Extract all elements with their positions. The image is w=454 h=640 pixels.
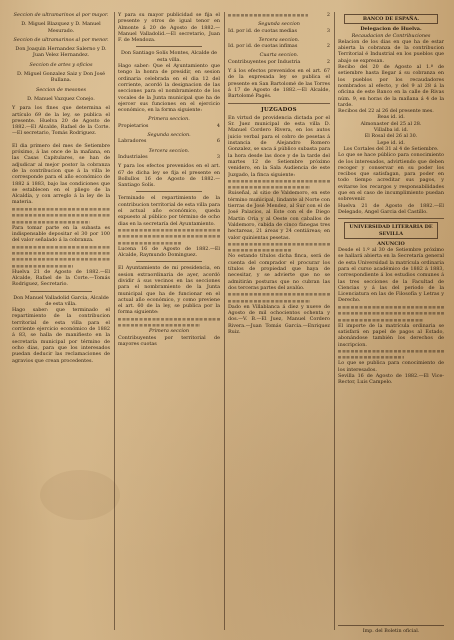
text-paragraph: Y á los efectos prevenidos en el art. 67 de la expresada ley se publica el presente en San Bartolomé de las Torres á 17 de Agosto de 1882.—El Alcalde, Bartolomé Pagés. [228,68,330,100]
row-value: 2 [326,12,330,18]
anuncio-heading: ANUNCIO [377,240,405,247]
delegacion-heading: Delegacion de Huelva. [360,26,422,33]
text-paragraph: Lo que se hace público para conocimiento de los interesados, advirtiendo que deben recoger y conservar en su poder los recibos que satisfagan, para poder en todo tiempo acreditar sus pagos, y evitarse los recargos y responsabilidades que en el caso de incumplimiento puedan sobrevenir. [338,152,444,203]
text-paragraph: Sevilla 16 de Agosto de 1882.—El Vice-Rector, Luis Campelo. [338,373,444,386]
section-heading: Seccion de ultramarinos al por mayor. [13,12,109,18]
text-paragraph: Don Santiago Solís Montes, Alcalde de esta villa. [120,50,218,63]
text-paragraph: Ruiseñal, al sitio de Valdemoro, en este término municipal, lindante al Norte con tierras de José Mendez, al Sur con el de José Palacios, al Este con el de Diego Martin Oria y al Oeste con caballos de Valdemoro, cabida de cinco fanegas tres hectareas, 21 áreas y 24 centiáreas; en valor quinientas pesetas. [228,190,330,241]
column-1 [12,12,110,632]
universidad-heading-box [344,222,438,239]
juzgados-heading: JUZGADOS [261,106,297,113]
text-paragraph: D. Miguel Gonzalez Saiz y Don José Bullana. [17,71,105,84]
text-paragraph: D. Miguel Blazquez y D. Manuel Mesurado. [21,21,101,34]
section-heading: Cuarta seccion. [259,52,299,59]
text-paragraph: Huelva 21 de Agosto de 1882.—El Delegado, Angel Garcia del Castillo. [338,202,444,215]
text-paragraph: El Ayuntamiento de mi presidencia, en sesion extraordinaria de ayer, acordó dividir á sus vecinos en las secciones para el nombramiento de la Junta municipal que ha de funcionar en el actual año económico, y como previene el art. 60 de la ley, se publica por la forma siguiente: [118,265,220,316]
list-item: Lepe id. id. [377,139,405,146]
text-paragraph: Desde el 1.º al 30 de Setiembre próximo se hallará abierta en la Secretaría general de esta Universidad la matrícula ordinaria para el curso académico de 1882 á 1883, correspondiente á los estudios comunes á las tres secciones de la Facultad de Ciencias y á las del periodo de la Licenciatura en las de Filosofía y Letras y Derecho. [338,247,444,304]
list-item: El Rosal del 26 al 30. [364,133,418,140]
section-heading: Tercera seccion. [258,36,300,43]
text-paragraph: Terminado el repartimiento de la contribucion territorial de esta villa para el actual año económico, queda expuesto al público por término de ocho dias en la secretaría del Ayuntamiento. [118,195,220,227]
section-heading: Seccion de artes y oficios [29,61,93,68]
text-paragraph: Recibo del 20 de Agosto al 1.º de setiembre hasta llegar á su cobranza en los pueblos por los recaudadores nombrados al efecto, y del 9 al 28 á la oficina de este Banco en la calle de Rivas núm. 9, en horas de la mañana á 4 de la tarde. [338,64,444,108]
section-heading: Seccion de mesones [35,86,87,93]
row-label: Labradores [118,138,147,145]
list-item: Los Cortales del 31 al 4 de Setiembre. [343,145,439,152]
text-paragraph: El importe de la matrícula ordinaria se satisfará en papel de pagos al Estado, abonándose también los derechos de inscripcion. [338,322,444,348]
column-4 [338,12,444,632]
row-label: Propietarios [118,122,149,129]
section-heading: Primera seccion [148,328,190,335]
column-2 [118,12,220,632]
list-item: Villalba id. id. [373,127,409,134]
text-paragraph: Relacion de los dias en que ha de estar abierta la cobranza de la contribucion Territorial é Industrial en los pueblos que abajo se expresan. [338,38,444,64]
section-heading: Segunda seccion [258,21,300,28]
section-heading: Recaudacion de Contribuciones [351,32,431,39]
row-value: 3 [326,27,330,34]
banco-heading: BANCO DE ESPAÑA. [362,16,420,22]
list-item: Beas id. id. [377,114,405,121]
list-item: Almonaster del 25 al 28. [360,120,422,127]
text-paragraph: Contribuyentes por territorial de mayores cuotas [118,334,220,347]
text-paragraph: Don Manuel Valladolid Garcia, Alcalde de esta villa. [13,294,109,307]
text-paragraph: El dia primero del mes de Setiembre próximo, á las once de la mañana, en las Casas Capitulares, se han de adjudicar al mejor postor la cobranza de la contribucion que á la villa le corresponde para el año económico de 1882 á 1883, bajo las condiciones que se establecen en el pliego de la Alcaldía, y con arreglo á la ley de la materia. [12,142,110,206]
row-value: 2 [326,58,330,65]
text-paragraph: Hago saber: Que el Ayuntamiento que tengo la honra de presidir, en sesion ordinaria celebrada en el dia 12 del corriente, acordó la designacion de las secciones para el nombramiento de los vocales de la Junta municipal que ha de ejercer sus funciones en el ejercicio económico, en la forma siguiente: [118,63,220,114]
column-rule [334,12,335,630]
section-heading: Seccion de ultramarinos al por menor. [13,36,109,43]
row-label: Contribuyentes por Industria [228,58,301,65]
printer-footer [338,622,444,634]
row-label: Id. por id. de cuotas infimas [228,43,298,50]
banco-heading-box [344,14,438,24]
section-heading: Tercera seccion. [148,147,190,154]
text-paragraph: Para tomar parte en la subasta es indispensable depositar el 30 por 100 del valor señalado á la cobranza. [12,224,110,244]
text-paragraph: No estando títulos dicha finca, será de cuenta del comprador el procurar los títulos de propiedad que haya de necesitar, y se advierte que no se admitirán posturas que no cubran las dos terceras partes del avalúo. [228,253,330,291]
section-heading: Primera seccion. [148,116,190,123]
text-paragraph: Dado en Villablanca á diez y nueve de Agosto de mil ochocientos ochenta y dos.—V. B.—El Juez, Manuel Cordero Rivera.—Juan Tomás Garcia.—Enriquez Ruiz. [228,303,330,335]
text-paragraph: Recibos del 22 al 26 del presente mes. [338,108,434,115]
text-paragraph: En virtud de providencia dictada por el Sr. Juez municipal de esta villa D. Manuel Cordero Rivera, en los autos juicio verbal para el cobro de pesetas á instancia de Alejandro Romero Gonzalez, se saca á público subasta para la hora desde las doce y de la tarde del martes 12 de Setiembre próximo venidero, en la Sala Audiencia de este Juzgado, la finca siguiente: [228,114,330,178]
section-heading: Segunda seccion. [147,132,191,139]
text-paragraph: Y para los efectos prevenidos en el art. 67 de dicha ley se fija el presente en Bollullos 16 de Agosto de 1882.—Santiago Solís. [118,163,220,189]
row-value: 6 [216,138,220,145]
illegible-text [228,12,308,18]
text-paragraph: Y para su mayor publicidad se fija el presente y otros de igual tenor en Almonte á 20 de Agosto de 1882.—Manuel Valladolid.—El secretario, Juan F. de Mendoza. [118,12,220,44]
text-paragraph: D. Manuel Vazquez Conejo. [27,95,95,102]
row-label: Id. por id. de cuotas medias [228,27,297,34]
row-value: 4 [216,122,220,129]
printer-imprint: Imp. del Boletin oficial. [362,629,420,634]
text-paragraph: Hago saber: que terminado el repartimiento de la contribucion territorial de esta villa para el corriente ejercicio económico de 1882 á 83, se halla de manifiesto en la secretaría municipal por término de ocho dias, para que los interesados puedan deducir las reclamaciones de agravios que crean procedentes. [12,307,110,364]
row-value: 3 [216,153,220,160]
universidad-heading: UNIVERSIDAD LITERARIA DE SEVILLA [349,224,433,237]
row-label: Industriales [118,153,148,160]
column-rule [114,12,115,630]
column-3 [228,12,330,632]
text-paragraph: Don Joaquin Hernandez Salerno y D. Juan Velez Hernandez. [15,46,107,59]
text-paragraph: Lo que se publica para conocimiento de los interesados. [338,360,444,373]
text-paragraph: Lucena 16 de Agosto de 1882.—El Alcalde, Raymundo Dominguez. [118,245,220,259]
text-paragraph: Y para los fines que determina el artículo 69 de la ley, se publica el presente. Huelva 20 de Agosto de 1882.—El Alcalde, Rafael de la Corte.—El secretario, Tomás Rodriguez. [12,105,110,137]
column-rule [224,12,225,630]
text-paragraph: Huelva 21 de Agosto de 1882.—El Alcalde, Rafael de la Corte.—Tomás Rodriguez, Secretario. [12,268,110,288]
row-value: 2 [326,43,330,50]
